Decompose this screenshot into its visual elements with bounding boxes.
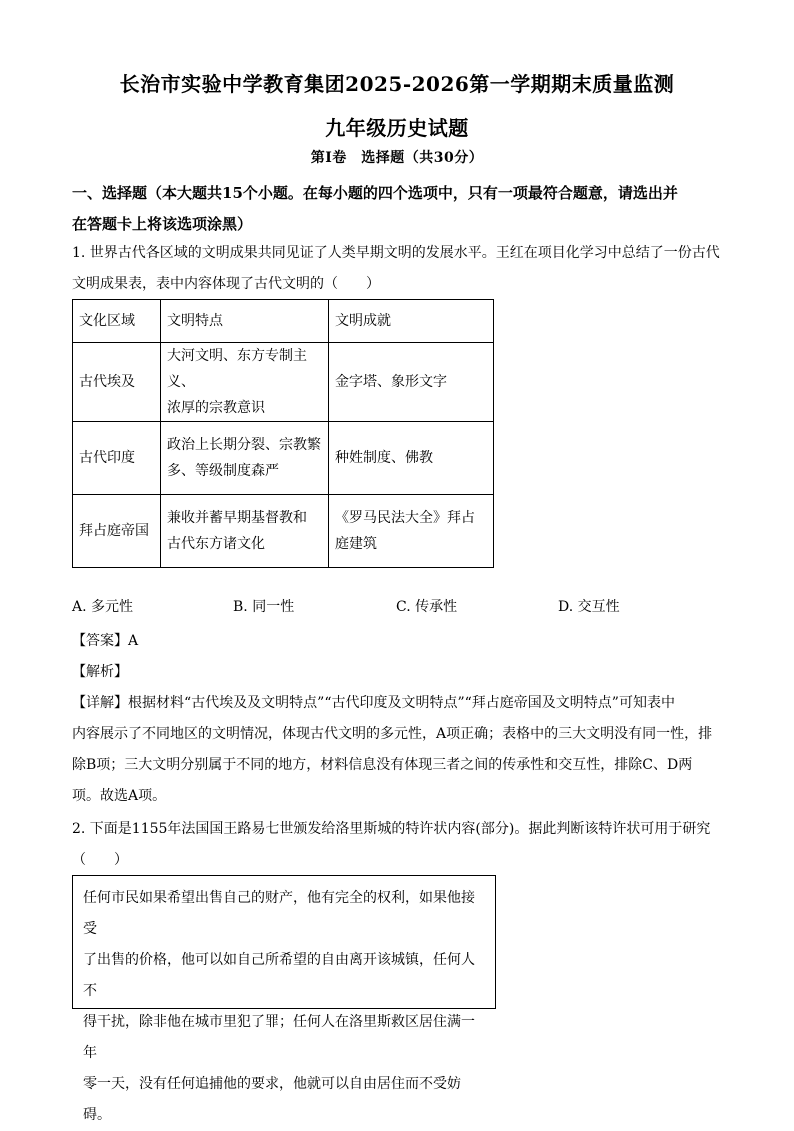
table-header-cell: 文化区域 bbox=[73, 300, 161, 343]
answer-text: 【答案】A bbox=[72, 633, 139, 649]
excerpt-line: 零一天，没有任何追捕他的要求，他就可以自由居住而不受妨碍。 bbox=[83, 1076, 461, 1123]
cell-line: 庭建筑 bbox=[335, 536, 377, 552]
region-cell: 拜占庭帝国 bbox=[73, 495, 161, 568]
region-cell: 古代印度 bbox=[73, 422, 161, 495]
stem-line: 1. 世界古代各区域的文明成果共同见证了人类早期文明的发展水平。王红在项目化学习中总结了一份古代 bbox=[72, 245, 720, 261]
detail-line: 内容展示了不同地区的文明情况，体现古代文明的多元性，A项正确；表格中的三大文明没有同一性，排 bbox=[72, 726, 713, 742]
table-row bbox=[73, 422, 494, 495]
traits-cell bbox=[161, 343, 329, 422]
table-header-cell: 文明特点 bbox=[161, 300, 329, 343]
cell-line: 政治上长期分裂、宗教繁 bbox=[167, 437, 321, 453]
question-2-stem bbox=[72, 814, 722, 876]
exam-subtitle: 九年级历史试题 bbox=[325, 116, 469, 140]
table-row bbox=[73, 343, 494, 422]
excerpt-line: 了出售的价格，他可以如自己所希望的自由离开该城镇，任何人不 bbox=[83, 952, 475, 999]
excerpt-line: 得干扰，除非他在城市里犯了罪；任何人在洛里斯救区居住满一年 bbox=[83, 1014, 475, 1061]
traits-cell bbox=[161, 495, 329, 568]
achievements-cell bbox=[329, 495, 494, 568]
instructions-line: 在答题卡上将该选项涂黑） bbox=[72, 215, 253, 233]
section-heading: 第Ⅰ卷 选择题（共30分） bbox=[310, 150, 484, 166]
analysis-label: 【解析】 bbox=[72, 664, 128, 680]
detail-line: 【详解】根据材料“古代埃及及文明特点”“古代印度及文明特点”“拜占庭帝国及文明特点”可知表中 bbox=[72, 695, 675, 711]
stem-line: 文明成果表，表中内容体现了古代文明的（ ） bbox=[72, 276, 380, 292]
option-b: B. 同一性 bbox=[233, 599, 295, 615]
charter-excerpt-box bbox=[72, 875, 496, 1123]
region-cell: 古代埃及 bbox=[73, 343, 161, 422]
cell-line: 浓厚的宗教意识 bbox=[167, 400, 265, 416]
cell-line: 《罗马民法大全》拜占 bbox=[335, 510, 475, 526]
stem-line: 2. 下面是1155年法国国王路易七世颁发给洛里斯城的特许状内容(部分)。据此判断该特许状可用于研究 bbox=[72, 821, 711, 837]
cell-line: 种姓制度、佛教 bbox=[335, 450, 433, 466]
cell-line: 大河文明、东方专制主义、 bbox=[167, 348, 307, 390]
achievements-cell bbox=[329, 422, 494, 495]
instructions-line: 一、选择题（本大题共15个小题。在每小题的四个选项中，只有一项最符合题意，请选出并 bbox=[72, 184, 678, 202]
civilization-table bbox=[72, 299, 494, 568]
instructions bbox=[72, 178, 722, 240]
stem-line: （ ） bbox=[72, 852, 128, 868]
answer-block bbox=[72, 626, 722, 812]
question-1-stem bbox=[72, 238, 722, 300]
detail-line: 除B项；三大文明分别属于不同的地方，材料信息没有体现三者之间的传承性和交互性，排除C、D两 bbox=[72, 757, 693, 773]
table-header-row bbox=[73, 300, 494, 343]
achievements-cell bbox=[329, 343, 494, 422]
option-a: A. 多元性 bbox=[72, 599, 134, 615]
option-d: D. 交互性 bbox=[558, 599, 620, 615]
cell-line: 兼收并蓄早期基督教和 bbox=[167, 510, 307, 526]
table-header-cell: 文明成就 bbox=[329, 300, 494, 343]
option-c: C. 传承性 bbox=[396, 599, 458, 615]
cell-line: 金字塔、象形文字 bbox=[335, 374, 447, 390]
detail-line: 项。故选A项。 bbox=[72, 788, 167, 804]
cell-line: 古代东方诸文化 bbox=[167, 536, 265, 552]
table-row bbox=[73, 495, 494, 568]
excerpt-line: 任何市民如果希望出售自己的财产，他有完全的权利，如果他接受 bbox=[83, 890, 475, 937]
traits-cell bbox=[161, 422, 329, 495]
exam-title: 长治市实验中学教育集团2025-2026第一学期期末质量监测 bbox=[119, 72, 675, 96]
cell-line: 多、等级制度森严 bbox=[167, 463, 279, 479]
